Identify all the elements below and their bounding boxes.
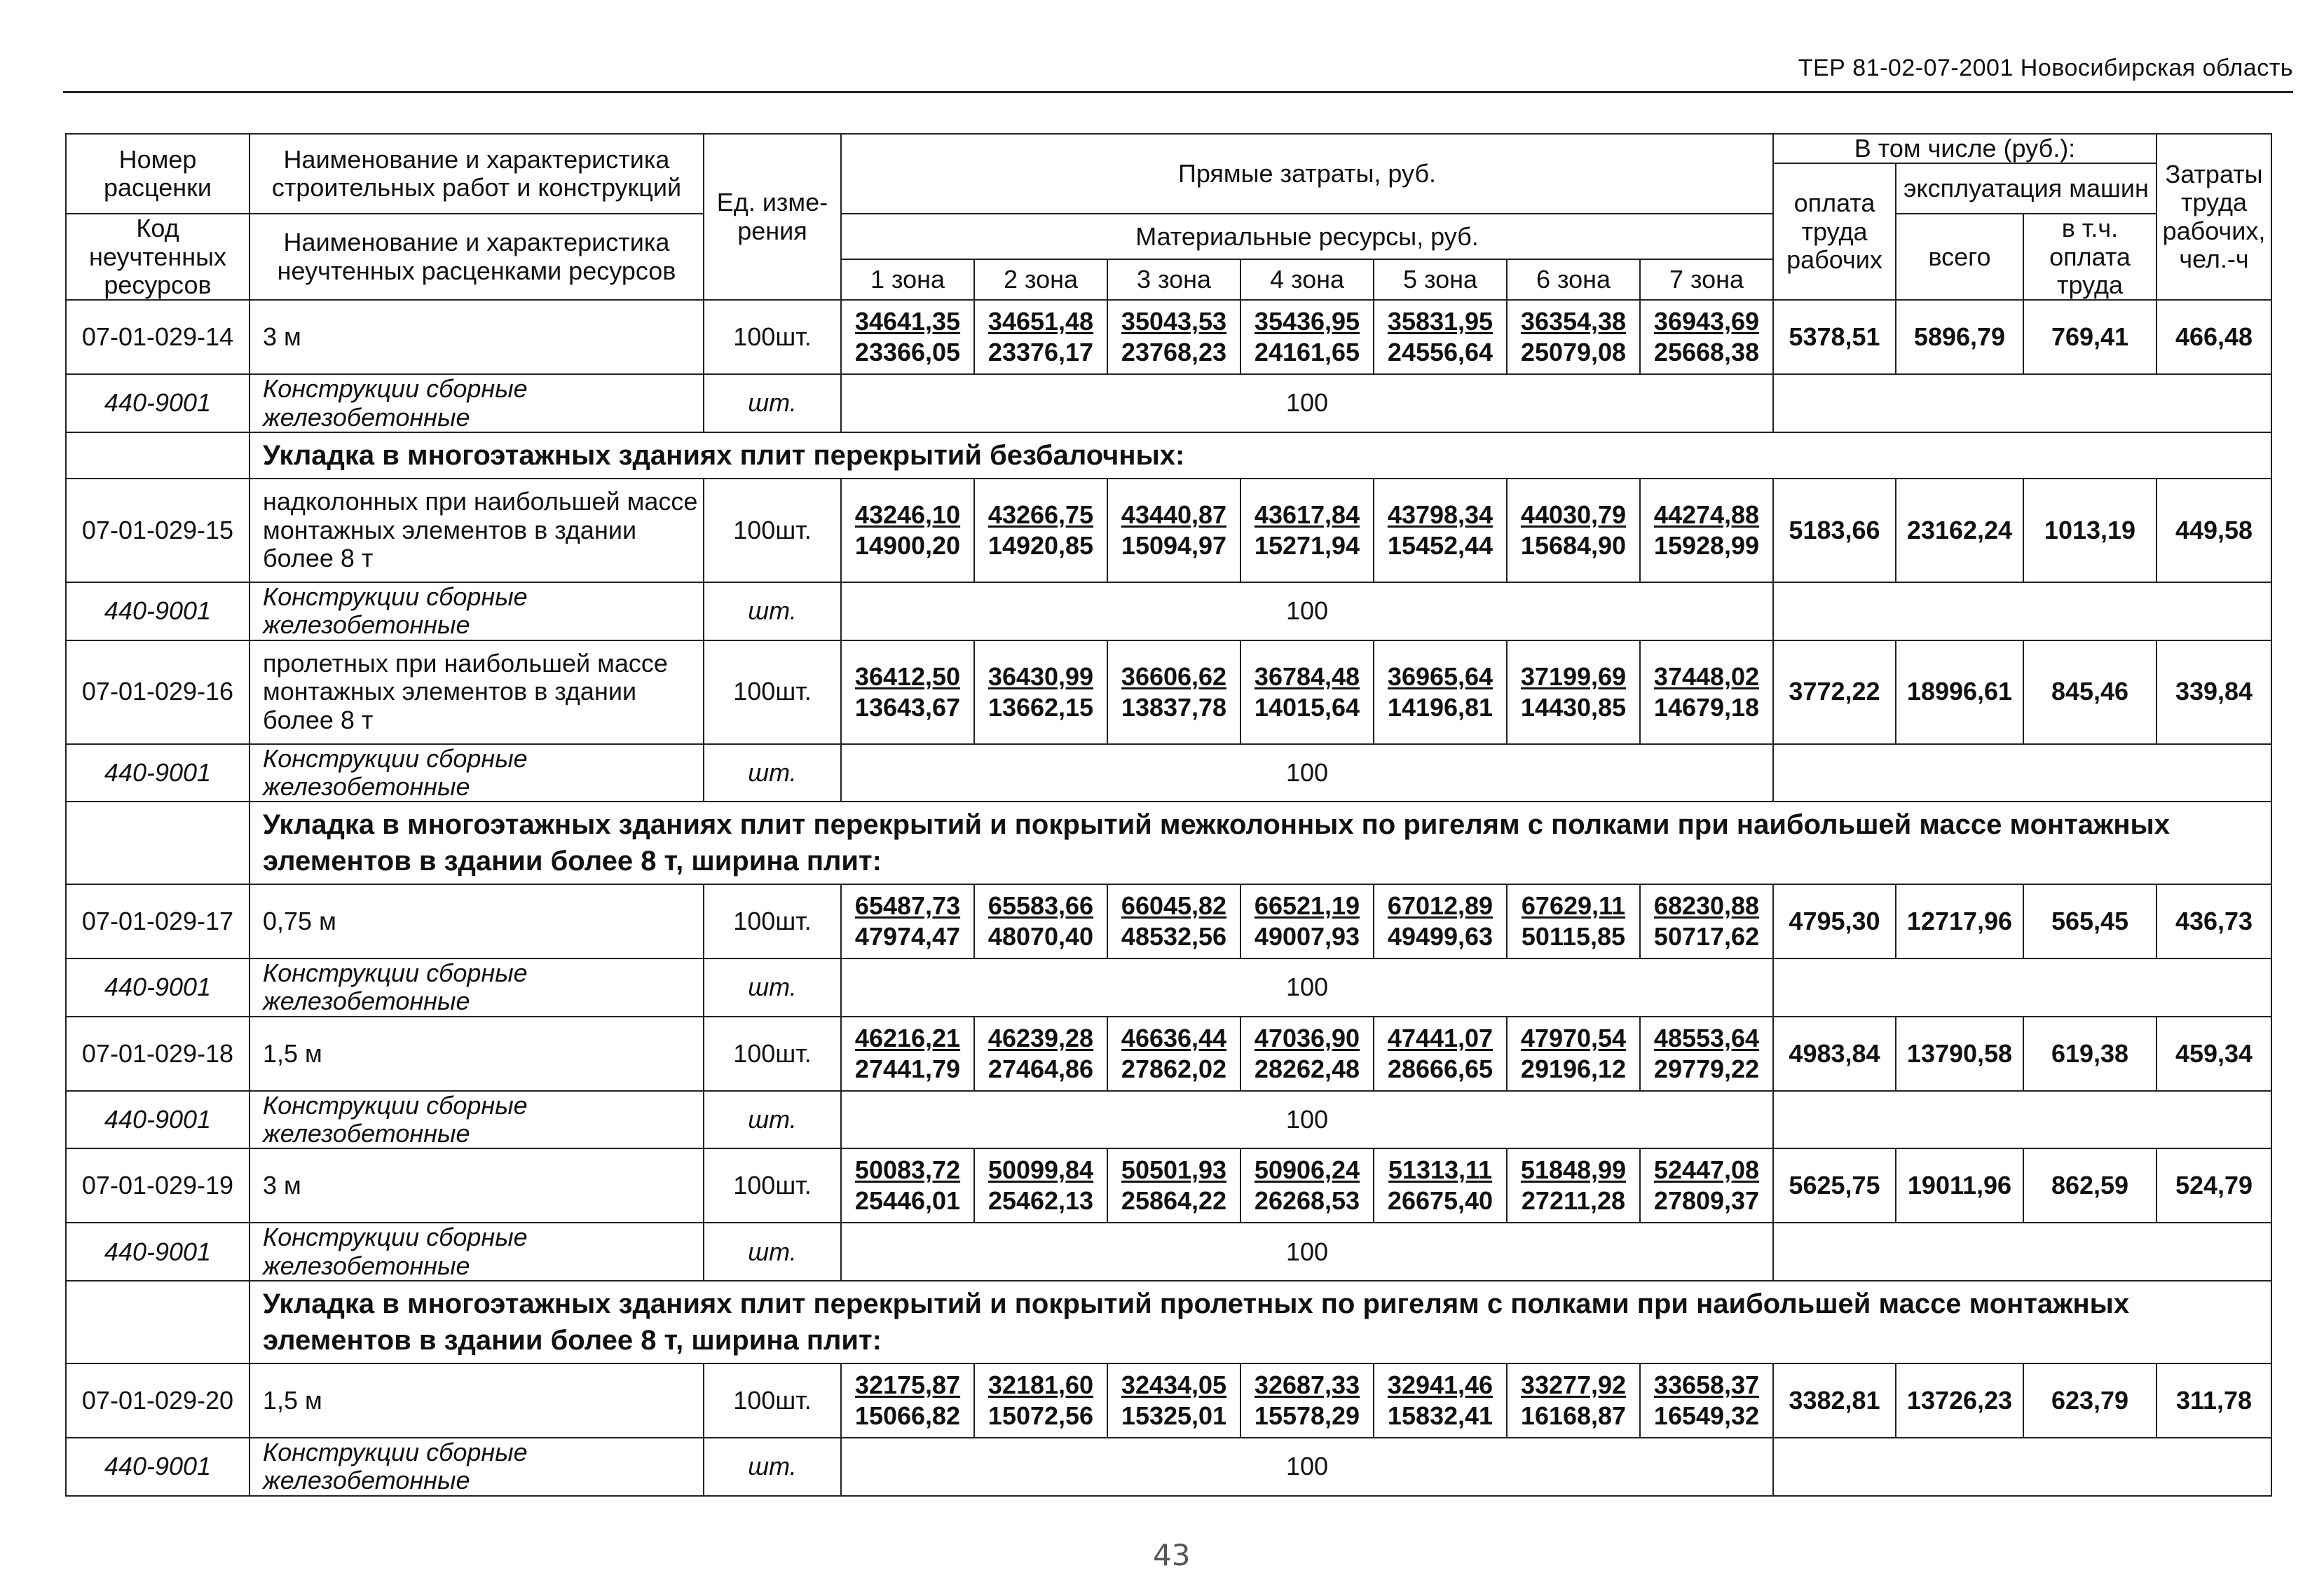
machine-total: 18996,61 xyxy=(1896,640,2023,744)
material-cost: 15072,56 xyxy=(987,1401,1094,1430)
material-cost: 27211,28 xyxy=(1521,1186,1626,1216)
resource-quantity: 100 xyxy=(841,959,1773,1017)
material-cost: 14920,85 xyxy=(987,530,1094,560)
direct-cost: 50099,84 xyxy=(987,1155,1094,1185)
labor-pay: 4795,30 xyxy=(1773,884,1896,959)
material-cost: 13662,15 xyxy=(987,692,1094,722)
material-cost: 25864,22 xyxy=(1121,1186,1227,1216)
zone-4-cell xyxy=(1240,1017,1374,1091)
zone-3-cell xyxy=(1107,479,1240,582)
material-cost: 23366,05 xyxy=(854,338,961,367)
rate-row xyxy=(66,300,2271,374)
material-cost: 13643,67 xyxy=(854,692,961,722)
material-cost: 24161,65 xyxy=(1254,338,1360,367)
zone-5-cell xyxy=(1374,884,1507,959)
material-cost: 28262,48 xyxy=(1254,1054,1360,1083)
material-cost: 15094,97 xyxy=(1121,530,1227,560)
zone-7-cell xyxy=(1640,479,1773,582)
resource-quantity: 100 xyxy=(841,374,1773,432)
material-cost: 49007,93 xyxy=(1254,922,1360,951)
labor-hours: 436,73 xyxy=(2156,884,2271,959)
zone-4-cell xyxy=(1240,300,1374,374)
material-cost: 24556,64 xyxy=(1387,338,1493,367)
material-cost: 14679,18 xyxy=(1653,692,1760,722)
zone-4-cell xyxy=(1240,1148,1374,1223)
rate-code: 07-01-029-16 xyxy=(66,640,250,744)
material-cost: 15452,44 xyxy=(1387,530,1493,560)
zone-1-cell xyxy=(841,1017,974,1091)
direct-cost: 50906,24 xyxy=(1254,1155,1360,1185)
zone-3-cell xyxy=(1107,1148,1240,1223)
header-zone-2: 2 зона xyxy=(974,259,1107,300)
machine-labor: 845,46 xyxy=(2023,640,2156,744)
machine-total: 19011,96 xyxy=(1896,1148,2023,1223)
direct-cost: 46216,21 xyxy=(854,1023,961,1052)
machine-total: 23162,24 xyxy=(1896,479,2023,582)
material-cost: 25446,01 xyxy=(854,1186,961,1216)
header-direct-costs: Прямые затраты, руб. xyxy=(841,134,1773,214)
section-title: Укладка в многоэтажных зданиях плит перекрытий безбалочных: xyxy=(250,432,2271,479)
labor-hours: 449,58 xyxy=(2156,479,2271,582)
labor-pay: 3382,81 xyxy=(1773,1363,1896,1438)
zone-2-cell xyxy=(974,640,1107,744)
resource-unit: шт. xyxy=(704,1091,841,1149)
direct-cost: 32175,87 xyxy=(854,1370,961,1399)
zone-7-cell xyxy=(1640,1017,1773,1091)
resource-row xyxy=(66,959,2271,1017)
resource-unit: шт. xyxy=(704,582,841,640)
header-resource-code: Код неучтенных ресурсов xyxy=(66,214,250,300)
material-cost: 14900,20 xyxy=(854,530,961,560)
material-cost: 15832,41 xyxy=(1387,1401,1493,1430)
resource-name: Конструкции сборные железобетонные xyxy=(250,959,704,1017)
rate-row xyxy=(66,1017,2271,1091)
material-cost: 25462,13 xyxy=(987,1186,1094,1216)
resource-row xyxy=(66,1438,2271,1496)
labor-pay: 5378,51 xyxy=(1773,300,1896,374)
direct-cost: 43266,75 xyxy=(987,500,1094,529)
material-cost: 15325,01 xyxy=(1121,1401,1227,1430)
direct-cost: 47441,07 xyxy=(1387,1023,1493,1052)
zone-6-cell xyxy=(1507,300,1640,374)
direct-cost: 34651,48 xyxy=(987,307,1094,336)
zone-3-cell xyxy=(1107,300,1240,374)
direct-cost: 34641,35 xyxy=(854,307,961,336)
header-including: В том числе (руб.): xyxy=(1773,134,2156,163)
zone-5-cell xyxy=(1374,1148,1507,1223)
direct-cost: 36412,50 xyxy=(854,661,961,691)
header-labor-pay: оплата труда рабочих xyxy=(1773,163,1896,300)
zone-6-cell xyxy=(1507,1363,1640,1438)
zone-3-cell xyxy=(1107,1017,1240,1091)
material-cost: 14015,64 xyxy=(1254,692,1360,722)
zone-6-cell xyxy=(1507,640,1640,744)
material-cost: 29196,12 xyxy=(1520,1054,1627,1083)
zone-5-cell xyxy=(1374,1363,1507,1438)
machine-labor: 619,38 xyxy=(2023,1017,2156,1091)
rate-row xyxy=(66,1148,2271,1223)
zone-7-cell xyxy=(1640,884,1773,959)
direct-cost: 47970,54 xyxy=(1520,1023,1627,1052)
header-machine-ops: эксплуатация машин xyxy=(1896,163,2156,214)
header-rule xyxy=(63,91,2293,93)
resource-code: 440-9001 xyxy=(66,1438,250,1496)
header-machine-total: всего xyxy=(1896,214,2023,300)
unit: 100шт. xyxy=(704,884,841,959)
section-row xyxy=(66,432,2271,479)
resource-name: Конструкции сборные железобетонные xyxy=(250,1223,704,1281)
zone-7-cell xyxy=(1640,640,1773,744)
direct-cost: 35831,95 xyxy=(1387,307,1493,336)
material-cost: 29779,22 xyxy=(1653,1054,1760,1083)
resource-quantity: 100 xyxy=(841,1091,1773,1149)
rate-code: 07-01-029-17 xyxy=(66,884,250,959)
work-name: 3 м xyxy=(250,1148,704,1223)
section-row xyxy=(66,1281,2271,1363)
resource-row xyxy=(66,374,2271,432)
direct-cost: 43440,87 xyxy=(1121,500,1227,529)
material-cost: 25079,08 xyxy=(1520,338,1627,367)
resource-empty-cell xyxy=(1773,374,2271,432)
direct-cost: 46636,44 xyxy=(1121,1023,1227,1052)
machine-labor: 623,79 xyxy=(2023,1363,2156,1438)
header-machine-labor: в т.ч. оплата труда xyxy=(2023,214,2156,300)
direct-cost: 67012,89 xyxy=(1387,891,1493,921)
direct-cost: 47036,90 xyxy=(1254,1023,1360,1052)
zone-5-cell xyxy=(1374,1017,1507,1091)
header-zone-3: 3 зона xyxy=(1107,259,1240,300)
unit: 100шт. xyxy=(704,1017,841,1091)
labor-hours: 524,79 xyxy=(2156,1148,2271,1223)
resource-empty-cell xyxy=(1773,744,2271,802)
material-cost: 27441,79 xyxy=(854,1054,961,1083)
material-cost: 25668,38 xyxy=(1653,338,1760,367)
unit: 100шт. xyxy=(704,479,841,582)
resource-name: Конструкции сборные железобетонные xyxy=(250,1091,704,1149)
labor-hours: 466,48 xyxy=(2156,300,2271,374)
direct-cost: 66045,82 xyxy=(1121,891,1227,921)
rate-code: 07-01-029-19 xyxy=(66,1148,250,1223)
zone-2-cell xyxy=(974,1017,1107,1091)
resource-code: 440-9001 xyxy=(66,582,250,640)
direct-cost: 36943,69 xyxy=(1653,307,1760,336)
section-code-empty xyxy=(66,1281,250,1363)
header-zone-7: 7 зона xyxy=(1640,259,1773,300)
zone-4-cell xyxy=(1240,640,1374,744)
direct-cost: 32687,33 xyxy=(1254,1370,1360,1399)
zone-1-cell xyxy=(841,640,974,744)
direct-cost: 48553,64 xyxy=(1653,1023,1760,1052)
machine-labor: 1013,19 xyxy=(2023,479,2156,582)
unit: 100шт. xyxy=(704,300,841,374)
section-code-empty xyxy=(66,432,250,479)
unit: 100шт. xyxy=(704,640,841,744)
material-cost: 15066,82 xyxy=(854,1401,961,1430)
material-cost: 27464,86 xyxy=(987,1054,1094,1083)
zone-6-cell xyxy=(1507,1017,1640,1091)
direct-cost: 36354,38 xyxy=(1520,307,1627,336)
material-cost: 26675,40 xyxy=(1387,1186,1493,1216)
resource-empty-cell xyxy=(1773,582,2271,640)
labor-hours: 459,34 xyxy=(2156,1017,2271,1091)
resource-code: 440-9001 xyxy=(66,374,250,432)
resource-empty-cell xyxy=(1773,959,2271,1017)
direct-cost: 33658,37 xyxy=(1653,1370,1760,1399)
header-zone-5: 5 зона xyxy=(1374,259,1507,300)
zone-1-cell xyxy=(841,1148,974,1223)
zone-2-cell xyxy=(974,300,1107,374)
work-name: 3 м xyxy=(250,300,704,374)
direct-cost: 32434,05 xyxy=(1121,1370,1227,1399)
material-cost: 50115,85 xyxy=(1521,922,1626,951)
resource-code: 440-9001 xyxy=(66,744,250,802)
unit: 100шт. xyxy=(704,1148,841,1223)
section-row xyxy=(66,802,2271,884)
labor-pay: 4983,84 xyxy=(1773,1017,1896,1091)
zone-4-cell xyxy=(1240,479,1374,582)
material-cost: 48532,56 xyxy=(1121,922,1227,951)
direct-cost: 35043,53 xyxy=(1121,307,1227,336)
material-cost: 15684,90 xyxy=(1520,530,1627,560)
material-cost: 27809,37 xyxy=(1653,1186,1760,1216)
machine-total: 13790,58 xyxy=(1896,1017,2023,1091)
direct-cost: 66521,19 xyxy=(1254,891,1360,921)
resource-empty-cell xyxy=(1773,1438,2271,1496)
material-cost: 50717,62 xyxy=(1653,922,1760,951)
resource-code: 440-9001 xyxy=(66,1091,250,1149)
zone-1-cell xyxy=(841,479,974,582)
direct-cost: 37448,02 xyxy=(1653,661,1760,691)
resource-code: 440-9001 xyxy=(66,1223,250,1281)
resource-row xyxy=(66,744,2271,802)
resource-empty-cell xyxy=(1773,1091,2271,1149)
material-cost: 48070,40 xyxy=(987,922,1094,951)
resource-unit: шт. xyxy=(704,959,841,1017)
direct-cost: 46239,28 xyxy=(987,1023,1094,1052)
material-cost: 15578,29 xyxy=(1254,1401,1360,1430)
resource-quantity: 100 xyxy=(841,1438,1773,1496)
resource-name: Конструкции сборные железобетонные xyxy=(250,1438,704,1496)
zone-2-cell xyxy=(974,479,1107,582)
resource-row xyxy=(66,582,2271,640)
direct-cost: 67629,11 xyxy=(1521,891,1626,921)
direct-cost: 51848,99 xyxy=(1520,1155,1627,1185)
zone-5-cell xyxy=(1374,640,1507,744)
material-cost: 15928,99 xyxy=(1653,530,1760,560)
zone-1-cell xyxy=(841,1363,974,1438)
zone-4-cell xyxy=(1240,884,1374,959)
resource-row xyxy=(66,1223,2271,1281)
work-name: 1,5 м xyxy=(250,1017,704,1091)
resource-quantity: 100 xyxy=(841,582,1773,640)
zone-3-cell xyxy=(1107,884,1240,959)
header-resource-name: Наименование и характеристика неучтенных расценками ресурсов xyxy=(250,214,704,300)
zone-1-cell xyxy=(841,300,974,374)
material-cost: 23768,23 xyxy=(1121,338,1227,367)
material-cost: 27862,02 xyxy=(1121,1054,1227,1083)
header-work-name: Наименование и характеристика строительных работ и конструкций xyxy=(250,134,704,214)
header-unit: Ед. изме-рения xyxy=(704,134,841,300)
resource-quantity: 100 xyxy=(841,1223,1773,1281)
direct-cost: 44030,79 xyxy=(1520,500,1627,529)
work-name: 0,75 м xyxy=(250,884,704,959)
direct-cost: 36965,64 xyxy=(1387,661,1493,691)
rate-code: 07-01-029-14 xyxy=(66,300,250,374)
resource-name: Конструкции сборные железобетонные xyxy=(250,744,704,802)
resource-quantity: 100 xyxy=(841,744,1773,802)
zone-3-cell xyxy=(1107,640,1240,744)
rate-row xyxy=(66,479,2271,582)
material-cost: 47974,47 xyxy=(854,922,961,951)
resource-empty-cell xyxy=(1773,1223,2271,1281)
material-cost: 49499,63 xyxy=(1387,922,1493,951)
zone-7-cell xyxy=(1640,1148,1773,1223)
direct-cost: 33277,92 xyxy=(1520,1370,1627,1399)
header-material-resources: Материальные ресурсы, руб. xyxy=(841,214,1773,259)
machine-total: 5896,79 xyxy=(1896,300,2023,374)
resource-unit: шт. xyxy=(704,374,841,432)
direct-cost: 44274,88 xyxy=(1653,500,1760,529)
zone-2-cell xyxy=(974,1148,1107,1223)
header-zone-6: 6 зона xyxy=(1507,259,1640,300)
material-cost: 14196,81 xyxy=(1387,692,1493,722)
section-code-empty xyxy=(66,802,250,884)
zone-2-cell xyxy=(974,1363,1107,1438)
machine-labor: 565,45 xyxy=(2023,884,2156,959)
resource-name: Конструкции сборные железобетонные xyxy=(250,582,704,640)
direct-cost: 65487,73 xyxy=(854,891,961,921)
page-number: 43 xyxy=(1153,1538,1191,1572)
direct-cost: 35436,95 xyxy=(1254,307,1360,336)
section-title: Укладка в многоэтажных зданиях плит перекрытий и покрытий межколонных по ригелям с полками при наибольшей массе монтажных элементов в здании более 8 т, ширина плит: xyxy=(250,802,2271,884)
work-name: 1,5 м xyxy=(250,1363,704,1438)
labor-pay: 5183,66 xyxy=(1773,479,1896,582)
material-cost: 15271,94 xyxy=(1254,530,1360,560)
material-cost: 16168,87 xyxy=(1520,1401,1627,1430)
work-name: пролетных при наибольшей массе монтажных элементов в здании более 8 т xyxy=(250,640,704,744)
resource-unit: шт. xyxy=(704,1438,841,1496)
rate-row xyxy=(66,1363,2271,1438)
zone-4-cell xyxy=(1240,1363,1374,1438)
zone-2-cell xyxy=(974,884,1107,959)
labor-hours: 311,78 xyxy=(2156,1363,2271,1438)
resource-name: Конструкции сборные железобетонные xyxy=(250,374,704,432)
labor-pay: 3772,22 xyxy=(1773,640,1896,744)
direct-cost: 65583,66 xyxy=(987,891,1094,921)
machine-total: 12717,96 xyxy=(1896,884,2023,959)
material-cost: 16549,32 xyxy=(1653,1401,1760,1430)
direct-cost: 36784,48 xyxy=(1254,661,1360,691)
material-cost: 14430,85 xyxy=(1520,692,1627,722)
header-labor-costs: Затраты труда рабочих, чел.-ч xyxy=(2156,134,2271,300)
material-cost: 13837,78 xyxy=(1121,692,1227,722)
zone-5-cell xyxy=(1374,479,1507,582)
rate-code: 07-01-029-20 xyxy=(66,1363,250,1438)
rate-row xyxy=(66,640,2271,744)
zone-5-cell xyxy=(1374,300,1507,374)
direct-cost: 32941,46 xyxy=(1387,1370,1493,1399)
direct-cost: 43798,34 xyxy=(1387,500,1493,529)
rate-row xyxy=(66,884,2271,959)
material-cost: 26268,53 xyxy=(1254,1186,1360,1216)
labor-pay: 5625,75 xyxy=(1773,1148,1896,1223)
zone-7-cell xyxy=(1640,1363,1773,1438)
machine-labor: 769,41 xyxy=(2023,300,2156,374)
unit: 100шт. xyxy=(704,1363,841,1438)
direct-cost: 50083,72 xyxy=(854,1155,961,1185)
resource-unit: шт. xyxy=(704,744,841,802)
rate-code: 07-01-029-18 xyxy=(66,1017,250,1091)
resource-row xyxy=(66,1091,2271,1149)
direct-cost: 52447,08 xyxy=(1653,1155,1760,1185)
direct-cost: 68230,88 xyxy=(1653,891,1760,921)
section-title: Укладка в многоэтажных зданиях плит перекрытий и покрытий пролетных по ригелям с полками при наибольшей массе монтажных элементов в здании более 8 т, ширина плит: xyxy=(250,1281,2271,1363)
document-title: ТЕР 81-02-07-2001 Новосибирская область xyxy=(1798,55,2293,81)
direct-cost: 51313,11 xyxy=(1388,1155,1493,1185)
material-cost: 28666,65 xyxy=(1387,1054,1493,1083)
header-rate-number: Номер расценки xyxy=(66,134,250,214)
labor-hours: 339,84 xyxy=(2156,640,2271,744)
direct-cost: 50501,93 xyxy=(1121,1155,1227,1185)
work-name: надколонных при наибольшей массе монтажных элементов в здании более 8 т xyxy=(250,479,704,582)
rate-code: 07-01-029-15 xyxy=(66,479,250,582)
zone-6-cell xyxy=(1507,479,1640,582)
header-zone-1: 1 зона xyxy=(841,259,974,300)
direct-cost: 36606,62 xyxy=(1121,661,1227,691)
header-zone-4: 4 зона xyxy=(1240,259,1374,300)
zone-1-cell xyxy=(841,884,974,959)
price-table xyxy=(65,133,2272,1497)
material-cost: 23376,17 xyxy=(987,338,1094,367)
machine-labor: 862,59 xyxy=(2023,1148,2156,1223)
resource-code: 440-9001 xyxy=(66,959,250,1017)
direct-cost: 32181,60 xyxy=(987,1370,1094,1399)
direct-cost: 43617,84 xyxy=(1254,500,1360,529)
resource-unit: шт. xyxy=(704,1223,841,1281)
machine-total: 13726,23 xyxy=(1896,1363,2023,1438)
zone-3-cell xyxy=(1107,1363,1240,1438)
zone-7-cell xyxy=(1640,300,1773,374)
direct-cost: 43246,10 xyxy=(854,500,961,529)
zone-6-cell xyxy=(1507,1148,1640,1223)
direct-cost: 36430,99 xyxy=(987,661,1094,691)
zone-6-cell xyxy=(1507,884,1640,959)
direct-cost: 37199,69 xyxy=(1520,661,1627,691)
